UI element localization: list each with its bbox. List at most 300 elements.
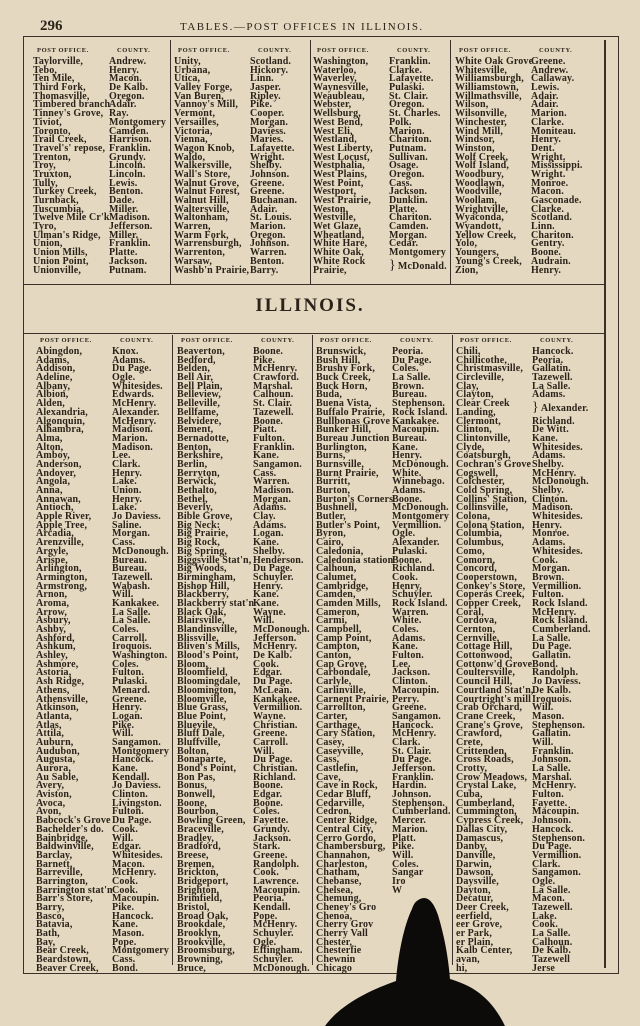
post-office-name: Berryton,	[177, 467, 220, 479]
county-name: Morgan.	[389, 229, 427, 241]
post-office-name: Chewnin	[316, 954, 356, 966]
post-office-name: Tiviot,	[33, 116, 62, 128]
county-name: Henry.	[532, 519, 563, 531]
post-office-header: POST OFFICE.	[460, 337, 512, 344]
post-office-name: Walnut Forest,	[174, 186, 240, 198]
county-name: Franklin.	[109, 142, 151, 154]
post-office-name: Westphalia,	[313, 160, 365, 172]
county-name: Morgan.	[532, 563, 570, 575]
county-name: Macon.	[531, 186, 564, 198]
post-office-name: Taylorville,	[33, 56, 84, 67]
post-office-name: Cypress Creek,	[456, 815, 524, 827]
post-office-name: Bruce,	[177, 962, 206, 974]
table-row	[36, 962, 169, 974]
county-name: Franklin.	[532, 745, 574, 757]
post-office-name: Coperas Creek,	[456, 589, 525, 601]
post-office-name: Bell Air,	[177, 372, 213, 384]
post-office-name: Cuba,	[456, 789, 483, 801]
post-office-name: Avery,	[36, 780, 65, 792]
post-office-name: Aurora,	[36, 763, 72, 774]
post-office-name: Cummington,	[456, 806, 517, 818]
county-name: Osage.	[389, 160, 419, 172]
county-name: McDonough.	[532, 476, 589, 488]
county-name: Pope.	[112, 936, 137, 948]
post-office-name: Woodbury,	[455, 168, 504, 180]
county-name: Linn.	[531, 221, 555, 233]
post-office-name: Cumberland,	[456, 797, 515, 809]
post-office-name: Burton,	[316, 485, 351, 496]
post-office-name: Clayton,	[456, 389, 494, 401]
post-office-name: West Plains,	[313, 168, 368, 180]
post-office-name: Bloomingdale,	[177, 676, 241, 688]
post-office-name: Blue Grass,	[177, 702, 229, 714]
post-office-name: Bon Pas,	[177, 771, 216, 783]
county-name: McLean.	[253, 684, 293, 696]
post-office-name: Whitesville,	[455, 64, 508, 76]
county-name: Cook.	[253, 658, 280, 670]
post-office-name: Ashmore,	[36, 658, 79, 670]
county-name: Johnson.	[392, 789, 432, 801]
column-rule	[312, 335, 313, 965]
county-name: Warren.	[253, 476, 290, 488]
post-office-name: Bradley,	[177, 832, 215, 844]
county-name: Benton.	[109, 186, 144, 198]
post-office-name: Westville,	[313, 212, 356, 224]
post-office-name: Clear Creek Landing,	[456, 398, 510, 418]
county-name: Barry.	[250, 264, 279, 276]
post-office-name: Cogswell,	[456, 467, 499, 479]
county-name: Adams.	[532, 389, 566, 401]
county-name: Union.	[112, 485, 142, 496]
post-office-name: Brunswick,	[316, 346, 367, 357]
post-office-name: Warm Fork,	[174, 229, 229, 241]
county-name: Cedar.	[389, 238, 419, 250]
post-office-name: Zion,	[455, 264, 479, 276]
county-name: Iro	[392, 875, 406, 887]
county-name: Macoupin.	[532, 806, 580, 818]
post-office-name: Winchester,	[455, 116, 507, 128]
post-office-name: Colona Station,	[456, 519, 525, 531]
county-name: Jackson.	[109, 255, 148, 267]
county-name: Christian.	[253, 719, 298, 731]
county-name: Ogle.	[253, 936, 277, 948]
county-name: Calhoun.	[253, 389, 294, 401]
post-office-name: Westport,	[313, 186, 357, 198]
county-name: Linn.	[250, 73, 274, 85]
running-title: TABLES.—POST OFFICES IN ILLINOIS.	[180, 21, 424, 33]
county-name: Iroquois.	[112, 641, 152, 653]
county-name: Hancock.	[392, 719, 434, 731]
county-name: Kane.	[253, 597, 280, 609]
county-name: Stephenson.	[532, 719, 586, 731]
county-name: Greene.	[253, 728, 288, 740]
post-office-name: Chatham,	[316, 867, 360, 879]
county-name: Platte.	[109, 247, 138, 259]
county-name: Montgomery	[392, 511, 450, 523]
county-name: Du Page.	[392, 754, 432, 766]
post-office-name: Conkey's Store,	[456, 580, 526, 592]
county-name: Washington.	[112, 650, 168, 662]
post-office-name: Caledonia,	[316, 545, 364, 557]
post-office-name: Cordova,	[456, 615, 497, 627]
post-office-name: Weaubleau,	[313, 90, 365, 102]
post-office-name: Carthage,	[316, 719, 360, 731]
county-name: Buchanan.	[250, 195, 298, 206]
post-office-name: Barrington stat'n	[36, 884, 113, 896]
post-office-name: Union,	[33, 238, 63, 250]
post-office-name: Braceville,	[177, 823, 224, 835]
county-name: Whitesides.	[532, 511, 583, 523]
county-name: McDonough.	[253, 962, 310, 974]
post-office-name: Asbury,	[36, 615, 71, 627]
county-name: Cass.	[389, 177, 413, 189]
post-office-name: Campton,	[316, 641, 360, 653]
county-name: Cooper.	[250, 108, 285, 120]
post-office-name: Belleview,	[177, 389, 221, 401]
post-office-name: eerfield,	[456, 910, 493, 922]
post-office-name: Castlefin,	[316, 763, 359, 774]
county-name: Clark.	[392, 736, 421, 748]
post-office-name: Black Oak,	[177, 606, 227, 618]
county-name: McHenry.	[392, 728, 437, 740]
county-name: Moniteau.	[531, 125, 576, 137]
county-name: De Kalb.	[532, 684, 571, 696]
county-name: Jo Daviess.	[112, 511, 161, 523]
county-name: Whitesides.	[112, 380, 163, 392]
county-name: Lee.	[392, 658, 411, 670]
county-name: Marshal.	[532, 771, 572, 783]
bottom-column-group	[316, 337, 451, 974]
post-office-name: Byron,	[316, 528, 346, 540]
post-office-name: Buda,	[316, 389, 343, 401]
post-office-name: Bloomville,	[177, 693, 227, 705]
post-office-name: Channahon,	[316, 849, 371, 861]
county-name: Pulaski.	[389, 82, 425, 94]
post-office-name: Calumet,	[316, 571, 357, 583]
county-name: Kane.	[112, 919, 139, 931]
county-name: Wayne.	[253, 606, 286, 618]
post-office-name: Big Spring,	[177, 545, 227, 557]
post-office-name: Tully,	[33, 177, 58, 189]
county-name: Boone.	[253, 797, 284, 809]
county-name: Alexander.	[112, 406, 160, 418]
county-name: White.	[392, 467, 422, 479]
county-name: Putnam.	[389, 142, 427, 154]
post-office-name: Benton,	[177, 441, 212, 453]
post-office-name: Young's Creek,	[455, 255, 522, 267]
county-name: Lake.	[112, 476, 137, 488]
county-name: Madison.	[109, 212, 150, 224]
county-name: Lake.	[532, 910, 557, 922]
county-name: Macoupin.	[112, 893, 160, 905]
county-name: Peoria.	[253, 893, 285, 905]
post-office-name: Cheney's Gro	[316, 902, 377, 913]
county-name: Macon.	[112, 858, 145, 870]
county-name: Wayne.	[253, 710, 286, 722]
county-name: Boone.	[253, 780, 284, 792]
county-name: De Witt.	[532, 424, 569, 436]
post-office-name: Wolf Creek,	[455, 151, 509, 163]
county-name: Sangar	[392, 867, 424, 879]
post-office-name: Big Neck:	[177, 519, 221, 531]
county-name: McDonough.	[253, 624, 310, 635]
post-office-name: Bell Plain,	[177, 380, 223, 392]
county-name: Greene.	[253, 849, 288, 861]
post-office-name: Aroma,	[36, 597, 70, 609]
post-office-name: White Oak Grove	[455, 56, 534, 67]
county-name: Montgomery	[109, 116, 167, 128]
county-name: Lafayette.	[250, 142, 295, 154]
county-name: Madison.	[532, 502, 573, 514]
county-name: Pike.	[112, 719, 135, 731]
county-name: Macon.	[532, 893, 565, 905]
post-office-name: Belvidere,	[177, 415, 222, 427]
county-name: Fulton.	[392, 650, 424, 662]
post-office-name: Courtright's mill	[456, 693, 532, 705]
post-office-name: Crane Creek,	[456, 710, 516, 722]
county-name: Gallatin.	[532, 363, 571, 375]
county-name: Pike.	[253, 354, 276, 366]
post-office-name: Circleville,	[456, 372, 504, 384]
county-name: Crawford.	[253, 372, 300, 384]
county-header: COUNTY.	[397, 47, 431, 54]
post-office-name: Wall's Store,	[174, 168, 231, 180]
county-name: Iroquois.	[532, 693, 572, 705]
county-name: Vermillion.	[532, 580, 582, 592]
post-office-name: Barclay,	[36, 849, 73, 861]
post-office-name: Carrollton,	[316, 702, 366, 714]
county-name: Coles.	[392, 363, 419, 375]
county-name: Pike.	[250, 99, 273, 111]
post-office-name: Bethalto,	[177, 485, 217, 496]
county-header: COUNTY.	[400, 337, 434, 344]
post-office-name: Carlinville,	[316, 684, 366, 696]
post-office-name: Bridgeport,	[177, 875, 229, 887]
post-office-name: Blood's Point,	[177, 650, 239, 662]
post-office-name: Cave,	[316, 771, 341, 783]
post-office-name: Brushy Fork,	[316, 363, 376, 375]
county-name: Scotland.	[250, 56, 292, 67]
county-name: Clark.	[112, 458, 141, 470]
post-office-name: Collinsville,	[456, 502, 509, 514]
post-office-name: Colchester,	[456, 476, 505, 488]
county-name: Richland.	[392, 563, 435, 575]
county-name: Maries.	[250, 134, 284, 146]
county-name: Gallatin.	[532, 650, 571, 662]
county-name: Fayette.	[532, 797, 568, 809]
post-office-name: Astoria,	[36, 667, 72, 679]
county-name: Kankakee.	[253, 693, 301, 705]
county-name: Rock Island.	[532, 615, 588, 627]
post-office-name: Copper Creek,	[456, 597, 521, 609]
post-office-name: Woodville,	[455, 186, 502, 198]
post-office-name: Cottonw'd Grove	[456, 658, 533, 670]
post-office-name: Avoca,	[36, 797, 66, 809]
county-name: Cass.	[112, 537, 136, 549]
county-name: Dunklin.	[389, 195, 428, 206]
post-office-name: Darwin,	[456, 858, 492, 870]
table-row	[33, 264, 166, 276]
post-office-name: Bushnell,	[316, 502, 358, 514]
post-office-name: Barry,	[36, 902, 65, 913]
county-name: St. Clair.	[253, 398, 293, 410]
county-name: La Salle.	[532, 928, 571, 940]
post-office-name: Blissville,	[177, 632, 219, 644]
county-name: Du Page.	[253, 754, 293, 766]
post-office-name: Alma,	[36, 432, 63, 444]
post-office-name: Biggsville Stat'n,	[177, 554, 252, 566]
post-office-name: Big Prairie,	[177, 528, 229, 540]
county-name: Rock Island.	[392, 597, 448, 609]
post-office-name: Adams,	[36, 354, 70, 366]
post-office-name: Buck Creek,	[316, 372, 371, 384]
post-office-name: Arispe,	[36, 554, 68, 566]
post-office-name: Comorn,	[456, 554, 496, 566]
county-name: Kane.	[392, 641, 419, 653]
county-name: Fulton.	[532, 589, 564, 601]
county-name: Peoria.	[392, 346, 424, 357]
post-office-name: Bloom,	[177, 658, 209, 670]
post-office-name: Bristol,	[177, 902, 210, 913]
post-office-name: Broad Oak,	[177, 910, 229, 922]
county-name: Henderson.	[253, 554, 304, 566]
post-office-name: Berkshire,	[177, 450, 224, 462]
county-name: Stephenson.	[392, 398, 446, 410]
post-office-name: Turkey Creek,	[33, 186, 97, 198]
post-office-name: Arnon,	[36, 589, 68, 601]
county-name: White.	[392, 615, 422, 627]
post-office-name: Algonquin,	[36, 415, 86, 427]
post-office-name: Clinton,	[456, 424, 492, 436]
county-name: Hancock.	[532, 823, 574, 835]
county-name: Harrison.	[109, 134, 152, 146]
county-name: Madison.	[112, 441, 153, 453]
post-office-name: Crab Orchard,	[456, 702, 523, 714]
post-office-name: Caseyville,	[316, 745, 364, 757]
post-office-name: Decatur,	[456, 893, 494, 905]
county-name: Macon.	[109, 73, 142, 85]
county-name: Cass.	[112, 954, 136, 966]
county-name: Du Page.	[253, 563, 293, 575]
county-header: COUNTY.	[117, 47, 151, 54]
county-name: Fulton.	[112, 806, 144, 818]
post-office-name: Wind Mill,	[455, 125, 503, 137]
post-office-name: Bear Creek,	[36, 945, 89, 957]
post-office-name: Augusta,	[36, 754, 76, 766]
county-header: COUNTY.	[258, 47, 292, 54]
county-name: Rock Island.	[532, 597, 588, 609]
county-name: Oregon.	[250, 229, 286, 241]
post-office-name: Anna,	[36, 485, 63, 496]
county-name: Pulaski.	[392, 545, 428, 557]
post-office-name: Bedford,	[177, 354, 216, 366]
post-office-name: Chemung,	[316, 893, 362, 905]
post-office-name: Collins' Station,	[456, 493, 527, 505]
county-name: Schuyler.	[253, 571, 294, 583]
post-office-name: Bourbon,	[177, 806, 219, 818]
post-office-name: Butler,	[316, 511, 346, 523]
post-office-name: Cochran's Grove	[456, 458, 532, 470]
county-name: Macoupin.	[392, 684, 440, 696]
post-office-name: Tyro,	[33, 221, 57, 233]
county-name: Du Page.	[532, 641, 572, 653]
county-name: Audrain.	[531, 255, 571, 267]
post-office-name: Crystal Lake,	[456, 780, 517, 792]
county-name: St. Louis.	[250, 212, 292, 224]
county-name: Lee.	[112, 450, 131, 462]
county-name: Camden.	[389, 221, 429, 233]
county-name: Jasper.	[250, 82, 281, 94]
county-name: Cook.	[532, 554, 559, 566]
county-name: Coles.	[392, 858, 419, 870]
post-office-name: Waterloo,	[313, 64, 357, 76]
county-name: Adams.	[532, 450, 566, 462]
county-name: Grundy.	[109, 151, 146, 163]
post-office-name: Blairsville,	[177, 615, 225, 627]
county-name: Richland.	[253, 771, 296, 783]
county-name: Schuyler.	[392, 589, 433, 601]
county-name: Clay.	[253, 511, 276, 523]
post-office-name: Kalb Center,	[456, 945, 513, 957]
county-name: Polk.	[389, 116, 412, 128]
county-name: McHenry.	[532, 606, 577, 618]
post-office-name: Cottonwood,	[456, 650, 513, 662]
county-name: Lewis.	[531, 82, 560, 94]
county-name: Brown.	[532, 571, 565, 583]
post-office-name: Brickton,	[177, 867, 219, 879]
post-office-name: Brooklyn,	[177, 928, 221, 940]
post-office-name: Camden,	[316, 589, 356, 601]
county-name: Hancock.	[112, 910, 154, 922]
post-office-name: Walnut Grove,	[174, 177, 240, 189]
top-column-group	[313, 47, 447, 275]
post-office-name: Bainbridge,	[36, 832, 88, 844]
post-office-name: Atlanta,	[36, 710, 72, 722]
post-office-name: Bonwell,	[177, 789, 216, 801]
post-office-name: hi,	[456, 962, 468, 974]
county-name: Warren.	[392, 606, 429, 618]
county-name: Shelby.	[532, 458, 564, 470]
county-name: Rock Island.	[392, 406, 448, 418]
post-office-name: Ash Ridge,	[36, 676, 85, 688]
post-office-name: Arrow,	[36, 606, 67, 618]
post-office-name: Winston,	[455, 142, 495, 154]
county-name: Henry.	[112, 467, 143, 479]
county-name: Clarke.	[389, 64, 422, 76]
county-name: Will.	[532, 702, 554, 714]
post-office-name: Third Fork,	[33, 82, 86, 94]
county-name: La Salle.	[532, 380, 571, 392]
post-office-name: Alden,	[36, 398, 65, 410]
county-name: Cumberland.	[532, 624, 591, 636]
county-name: McHenry.	[253, 363, 298, 375]
post-office-name: Bloomfield,	[177, 667, 228, 679]
post-office-name: Burton's Corners	[316, 493, 394, 505]
post-office-name: Clintonville,	[456, 432, 511, 444]
divider	[24, 284, 604, 285]
county-name: Stephenson.	[532, 832, 586, 844]
county-name: Mississippi.	[531, 160, 583, 172]
post-office-name: Basco,	[36, 910, 65, 922]
county-name: Chariton.	[531, 229, 574, 241]
post-office-name: Union Point,	[33, 255, 89, 267]
post-office-name: Columbia,	[456, 528, 503, 540]
county-name: Stark.	[253, 841, 281, 853]
table-row	[456, 400, 591, 417]
county-name: Oregon.	[109, 90, 145, 102]
county-name: McHenry.	[532, 467, 577, 479]
county-name: Sangamon.	[112, 736, 161, 748]
